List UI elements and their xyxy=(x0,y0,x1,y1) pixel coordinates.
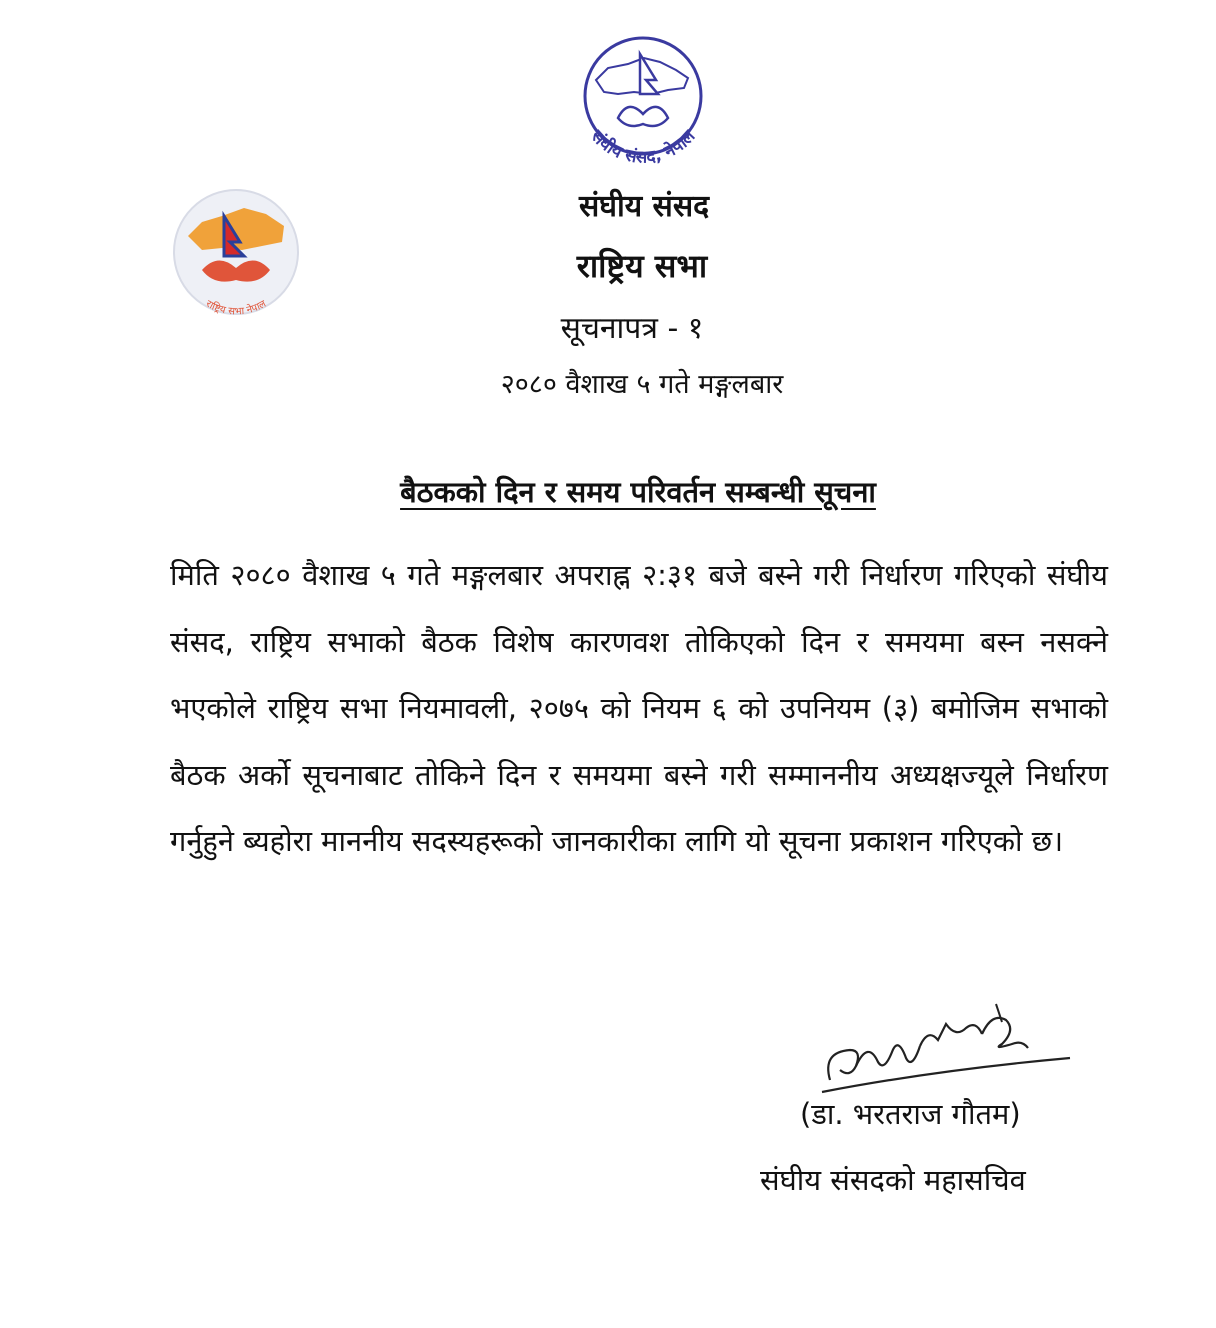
top-emblem-text: संघीय संसद, नेपाल xyxy=(586,126,700,168)
notice-body: मिति २०८० वैशाख ५ गते मङ्गलबार अपराह्न २:३१ बजे बस्ने गरी निर्धारण गरिएको संघीय संसद, राष्ट्रिय सभाको बैठक विशेष कारणवश तोकिएको दिन र समयमा बस्न नसक्ने भएकोले राष्ट्रिय सभा नियमावली, २०७५ को नियम ६ को उपनियम (३) बमोजिम सभाको बैठक अर्को सूचनाबाट तोकिने दिन र समयमा बस्ने गरी सम्माननीय अध्यक्षज्यूले निर्धारण गर्नुहुने ब्यहोरा माननीय सदस्यहरूको जानकारीका लागि यो सूचना प्रकाशन गरिएको छ। xyxy=(170,558,1108,858)
notice-number: सूचनापत्र - १ xyxy=(560,311,704,346)
signatory-name: (डा. भरतराज गौतम) xyxy=(800,1097,1021,1131)
notice-date: २०८० वैशाख ५ गते मङ्गलबार xyxy=(500,369,784,400)
left-emblem-text: राष्ट्रिय सभा नेपाल xyxy=(203,298,269,318)
notice-subject xyxy=(0,472,1216,511)
header-parliament: संघीय संसद xyxy=(578,189,710,224)
header-assembly: राष्ट्रिय सभा xyxy=(576,247,708,285)
signatory-title: संघीय संसदको महासचिव xyxy=(760,1163,1026,1197)
hands-icon xyxy=(618,107,668,126)
federal-parliament-emblem xyxy=(548,18,738,188)
notice-subject-text: बैठकको दिन र समय परिवर्तन सम्बन्धी सूचना xyxy=(400,475,876,509)
